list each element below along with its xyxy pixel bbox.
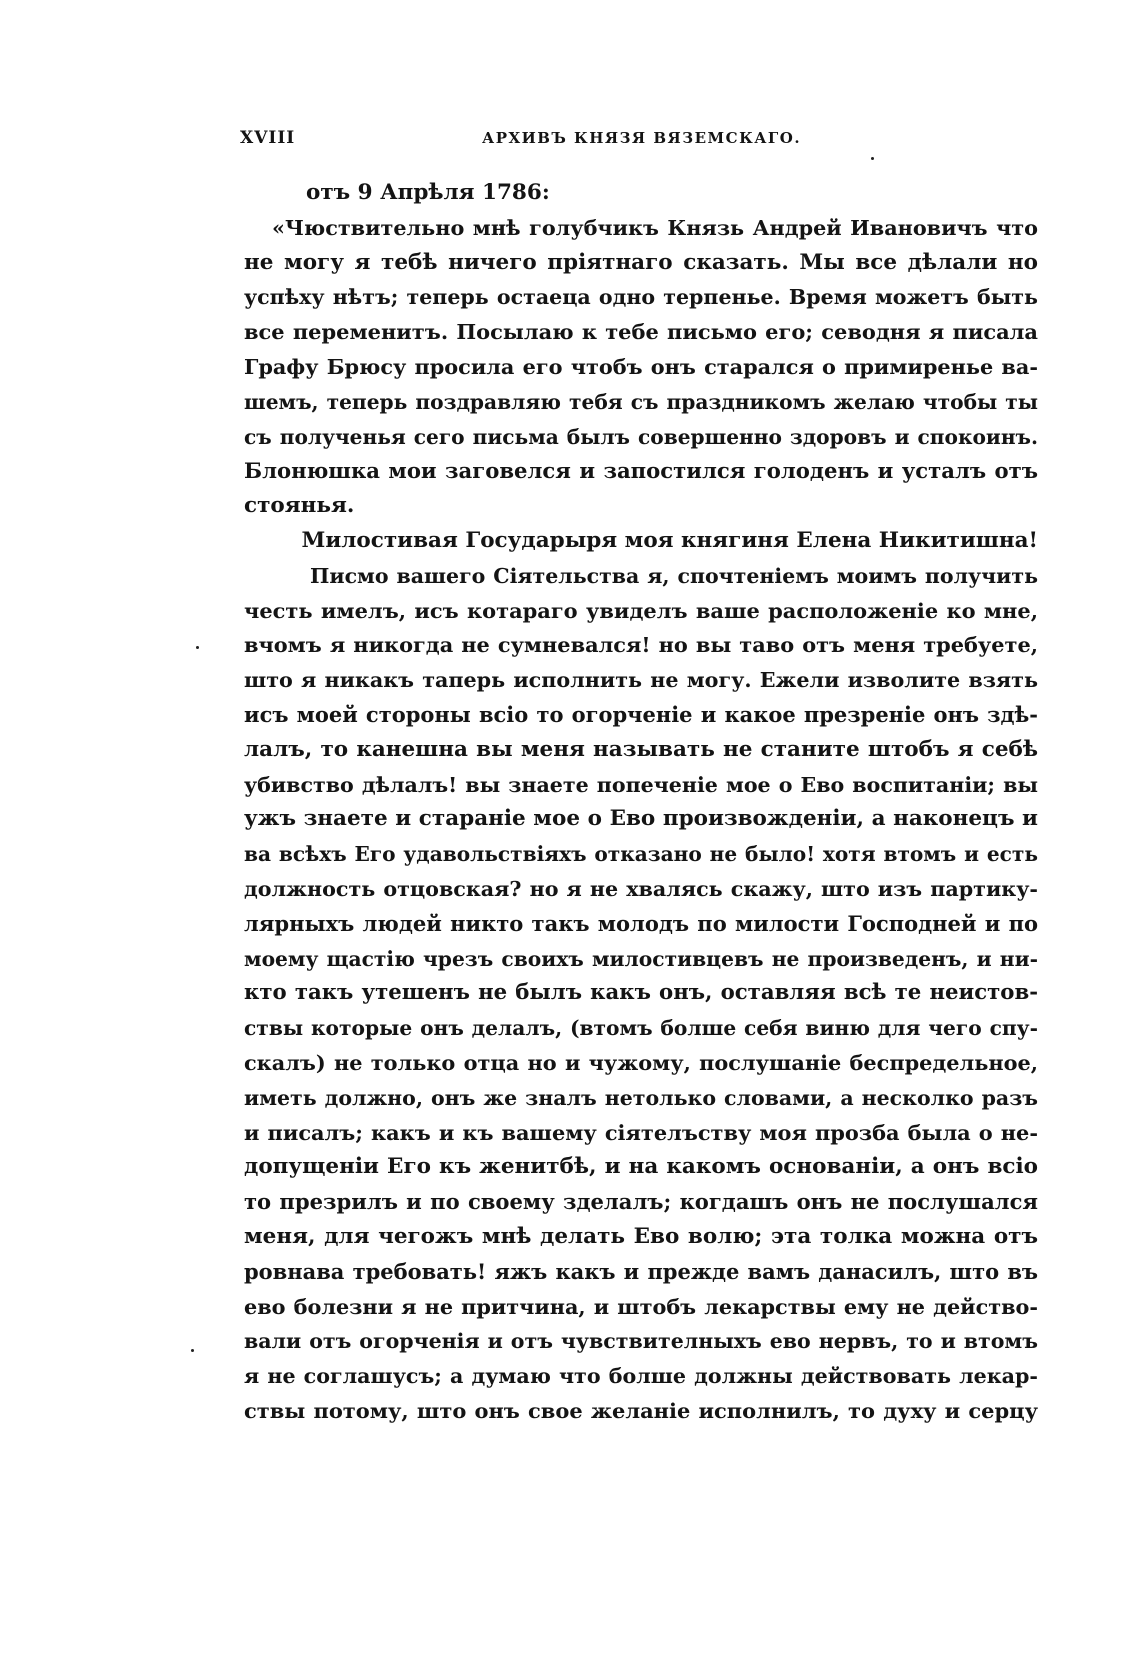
letter-2-line: убивство дѣлалъ! вы знаете попеченіе мое о Ево воспитаніи; вы bbox=[244, 772, 1038, 797]
ink-speck bbox=[871, 157, 874, 160]
page-number: XVIII bbox=[240, 128, 296, 148]
letter-1-line: не могу я тебѣ ничего пріятнаго сказать. Мы все дѣлали но bbox=[244, 249, 1038, 275]
letter-2-line: вчомъ я никогда не сумневался! но вы таво отъ меня требуете, bbox=[244, 632, 1038, 658]
letter-1-line: стоянья. bbox=[244, 493, 355, 519]
letter-2-line: иметь должно, онъ же зналъ нетолько словами, а несколко разъ bbox=[244, 1085, 1038, 1110]
letter-2-line: и писалъ; какъ и къ вашему сіятелъству моя прозба была о не- bbox=[244, 1119, 1038, 1145]
letter-1-line: съ полученья сего письма былъ совершенно здоровъ и спокоинъ. bbox=[244, 424, 1038, 449]
letter-2-line: скалъ) не только отца но и чужому, послушаніе беспредельное, bbox=[244, 1049, 1038, 1075]
letter-1-line: Графу Брюсу просила его чтобъ онъ старался о примиренье ва- bbox=[244, 353, 1038, 379]
letter-1-line: успѣху нѣтъ; теперь остаеца одно терпенье. Время можетъ быть bbox=[244, 285, 1038, 310]
letter-2-line: што я никакъ таперь исполнить не могу. Ежели изволите взять bbox=[244, 668, 1038, 693]
letter-2-line: то презрилъ и по своему зделалъ; когдашъ онъ не послушался bbox=[244, 1189, 1038, 1215]
letter-2-line: ствы которые онъ делалъ, (втомъ болше себя виню для чего спу- bbox=[244, 1016, 1038, 1041]
text-block bbox=[244, 176, 1038, 1429]
running-head: АРХИВЪ КНЯЗЯ ВЯЗЕМСКАГО. bbox=[482, 129, 802, 147]
letter-2-line: исъ моей стороны всіо то огорченіе и какое презреніе онъ здѣ- bbox=[244, 701, 1038, 727]
letter-2-line: ево болезни я не притчина, и штобъ лекарствы ему не действо- bbox=[244, 1293, 1038, 1319]
letter-2-line: допущеніи Его къ женитбѣ, и на какомъ основаніи, а онъ всіо bbox=[244, 1154, 1038, 1180]
letter-1-line: шемъ, теперь поздравляю тебя съ праздникомъ желаю чтобы ты bbox=[244, 389, 1038, 414]
letter-1-line: все переменитъ. Посылаю к тебе письмо его; севодня я писала bbox=[244, 319, 1038, 345]
letter-1-line: Блонюшка мои заговелся и запостился голоденъ и усталъ отъ bbox=[244, 458, 1038, 484]
letter-2-salutation: Милостивая Государыря моя княгиня Елена Никитишна! bbox=[301, 527, 1038, 553]
letter-2-line: ва всѣхъ Его удавольствіяхъ отказано не было! хотя втомъ и есть bbox=[244, 842, 1038, 867]
letter-2-line: меня, для чегожъ мнѣ делать Ево волю; эта толка можна отъ bbox=[244, 1223, 1038, 1249]
letter-2-line: моему щастію чрезъ своихъ милостивцевъ не произведенъ, и ни- bbox=[244, 946, 1038, 971]
letter-1-line: «Чюствительно мнѣ голубчикъ Князь Андрей Ивановичъ что bbox=[272, 215, 1038, 240]
letter-2-line: ровнава требовать! яжъ какъ и прежде вамъ данасилъ, што въ bbox=[244, 1258, 1038, 1284]
ink-speck bbox=[196, 646, 199, 649]
letter-2-line: я не соглашусъ; а думаю что болше должны действовать лекар- bbox=[244, 1364, 1038, 1389]
letter-2-line: вали отъ огорченія и отъ чувствителныхъ ево нервъ, то и втомъ bbox=[244, 1329, 1038, 1354]
letter-2-line: лярныхъ людей никто такъ молодъ по милости Господней и по bbox=[244, 910, 1038, 936]
letter-2-line: честь имелъ, исъ котараго увиделъ ваше расположеніе ко мне, bbox=[244, 597, 1038, 623]
letter-1-date: отъ 9 Апрѣля 1786: bbox=[306, 180, 550, 205]
letter-2-line: ствы потому, што онъ свое желаніе исполнилъ, то духу и серцу bbox=[244, 1397, 1038, 1423]
letter-2-line: Писмо вашего Сіятельства я, спочтеніемъ моимъ получить bbox=[310, 563, 1038, 588]
letter-2-line: должность отцовская? но я не хвалясь скажу, што изъ партику- bbox=[244, 876, 1038, 901]
letter-2-line: ужъ знаете и стараніе мое о Ево произвожденіи, а наконецъ и bbox=[244, 806, 1038, 832]
ink-speck bbox=[191, 1349, 194, 1352]
letter-2-line: кто такъ утешенъ не былъ какъ онъ, оставляя всѣ те неистов- bbox=[244, 980, 1038, 1006]
letter-2-line: лалъ, то канешна вы меня называть не станите штобъ я себѣ bbox=[244, 736, 1038, 762]
